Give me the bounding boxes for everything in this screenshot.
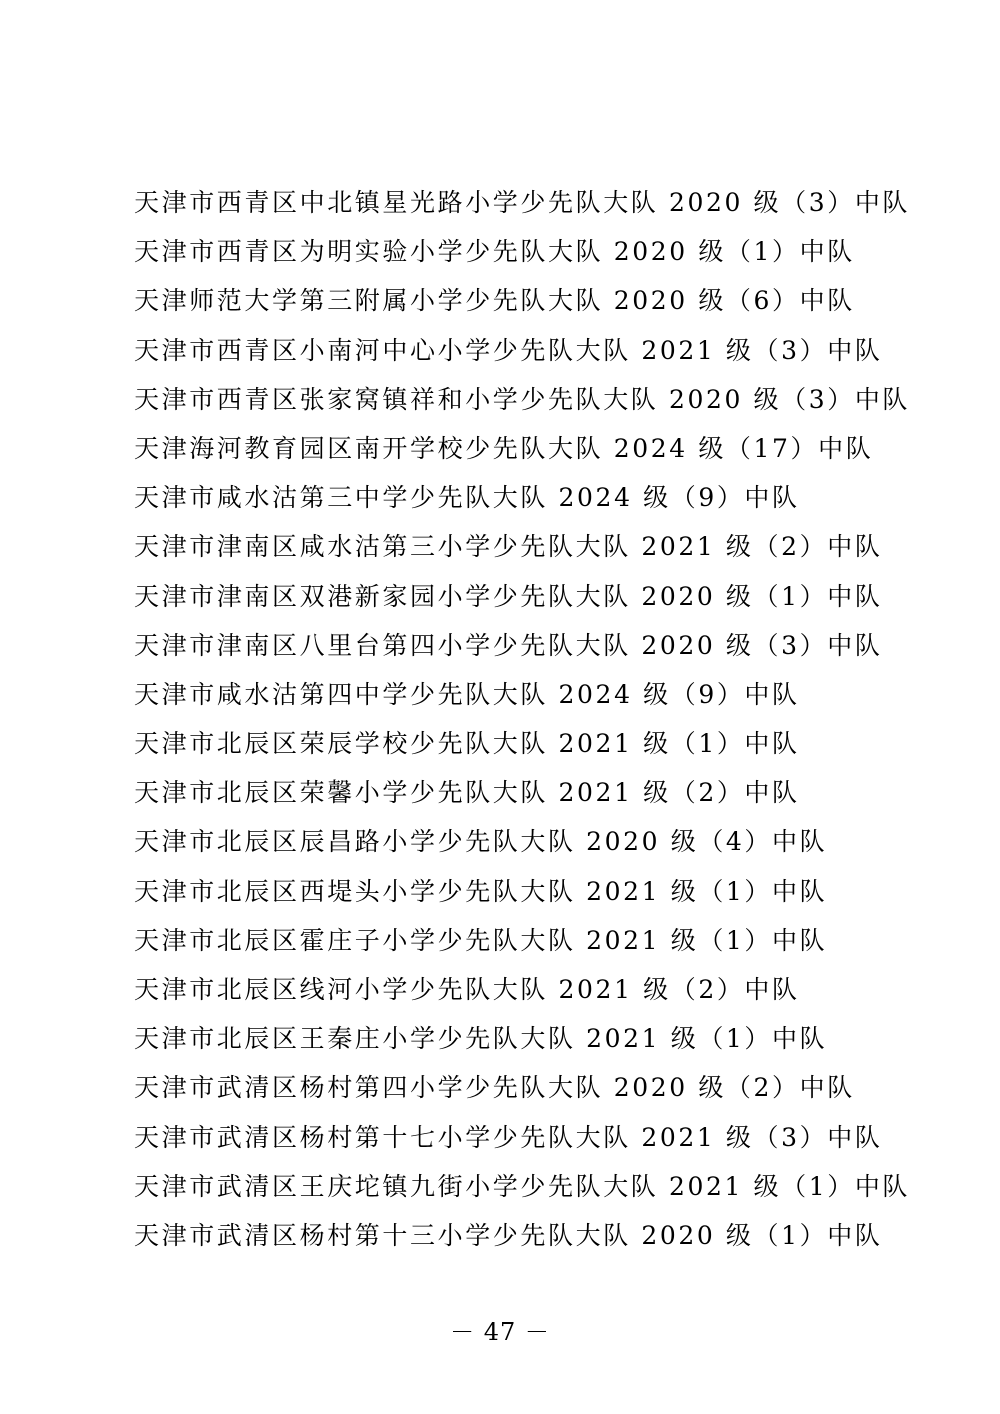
list-item: 天津市西青区小南河中心小学少先队大队 2021 级（3）中队 bbox=[134, 335, 883, 365]
list-item: 天津市西青区张家窝镇祥和小学少先队大队 2020 级（3）中队 bbox=[134, 384, 911, 414]
list-item: 天津市咸水沽第四中学少先队大队 2024 级（9）中队 bbox=[134, 679, 800, 709]
list-item: 天津市咸水沽第三中学少先队大队 2024 级（9）中队 bbox=[134, 483, 800, 513]
list-item: 天津市武清区杨村第四小学少先队大队 2020 级（2）中队 bbox=[134, 1073, 855, 1103]
list-item: 天津海河教育园区南开学校少先队大队 2024 级（17）中队 bbox=[134, 433, 874, 463]
list-item: 天津市武清区杨村第十三小学少先队大队 2020 级（1）中队 bbox=[134, 1220, 883, 1250]
list-item: 天津市北辰区西堤头小学少先队大队 2021 级（1）中队 bbox=[134, 876, 828, 906]
list-item: 天津市津南区八里台第四小学少先队大队 2020 级（3）中队 bbox=[134, 630, 883, 660]
list-item: 天津市北辰区辰昌路小学少先队大队 2020 级（4）中队 bbox=[134, 827, 828, 857]
list-item: 天津市津南区双港新家园小学少先队大队 2020 级（1）中队 bbox=[134, 581, 883, 611]
list-item: 天津市西青区为明实验小学少先队大队 2020 级（1）中队 bbox=[134, 237, 855, 267]
entry-list bbox=[134, 178, 914, 1260]
list-item: 天津市北辰区王秦庄小学少先队大队 2021 级（1）中队 bbox=[134, 1024, 828, 1054]
list-item: 天津市北辰区荣辰学校少先队大队 2021 级（1）中队 bbox=[134, 729, 800, 759]
list-item: 天津市武清区王庆坨镇九街小学少先队大队 2021 级（1）中队 bbox=[134, 1171, 911, 1201]
list-item: 天津市北辰区线河小学少先队大队 2021 级（2）中队 bbox=[134, 975, 800, 1004]
list-item: 天津市北辰区荣馨小学少先队大队 2021 级（2）中队 bbox=[134, 778, 800, 808]
list-item: 天津师范大学第三附属小学少先队大队 2020 级（6）中队 bbox=[134, 286, 855, 316]
list-item: 天津市西青区中北镇星光路小学少先队大队 2020 级（3）中队 bbox=[134, 188, 911, 217]
page-number: － 47 － bbox=[450, 1318, 550, 1346]
list-item: 天津市北辰区霍庄子小学少先队大队 2021 级（1）中队 bbox=[134, 925, 828, 955]
list-item: 天津市津南区咸水沽第三小学少先队大队 2021 级（2）中队 bbox=[134, 532, 883, 562]
list-item: 天津市武清区杨村第十七小学少先队大队 2021 级（3）中队 bbox=[134, 1122, 883, 1152]
